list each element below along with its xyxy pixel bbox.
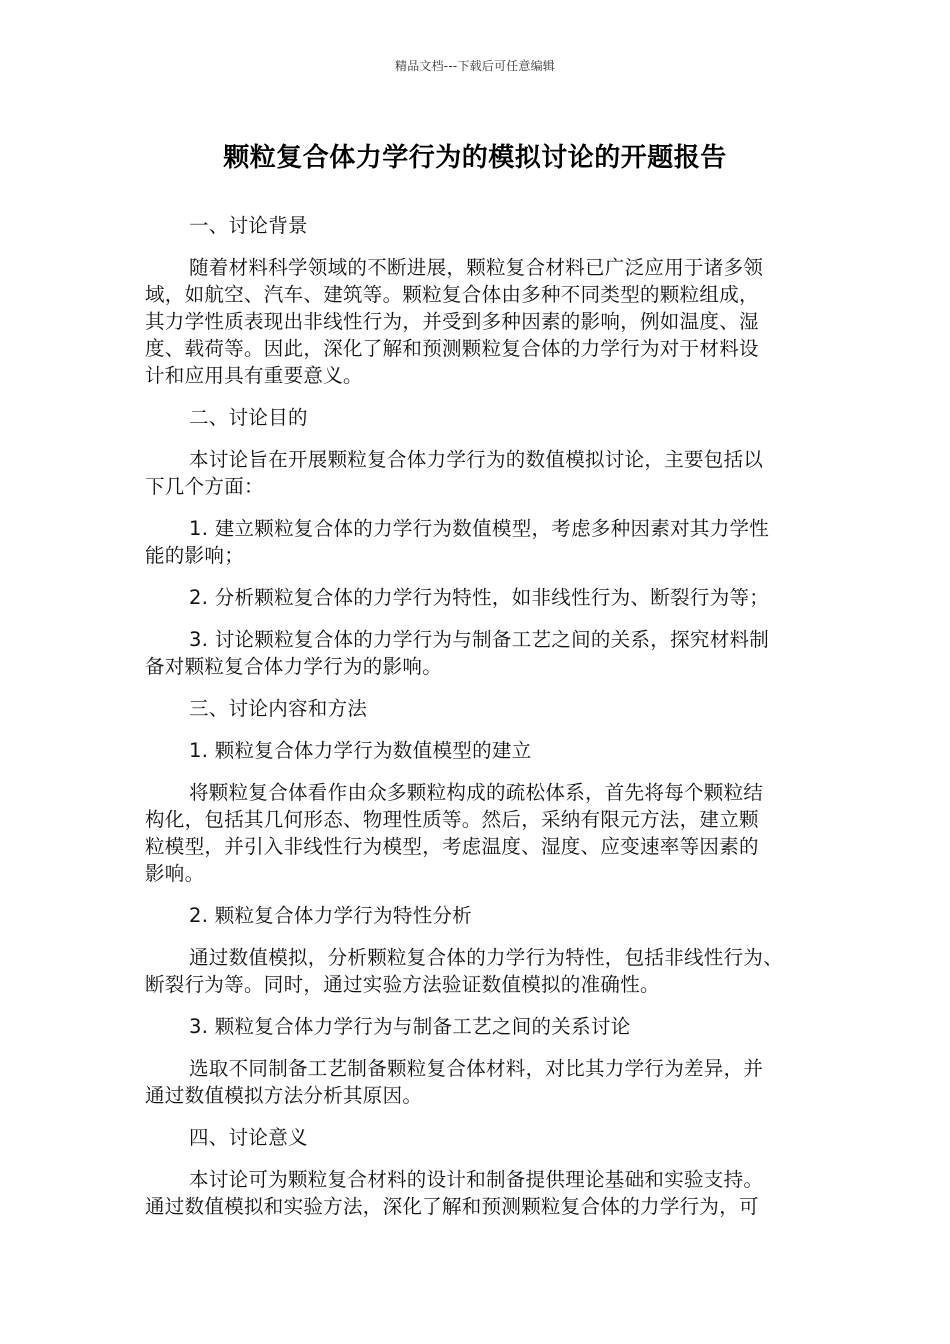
subsection-heading [145, 1013, 805, 1040]
body-paragraph [145, 446, 805, 500]
text-line: 3. 颗粒复合体力学行为与制备工艺之间的关系讨论 [189, 1015, 631, 1038]
document-title: 颗粒复合体力学行为的模拟讨论的开题报告 [223, 143, 727, 173]
text-line: 2. 颗粒复合体力学行为特性分析 [189, 904, 473, 927]
text-line: 其力学性质表现出非线性行为，并受到多种因素的影响，例如温度、湿 [145, 310, 759, 333]
body-paragraph [145, 779, 805, 887]
text-line: 通过数值模拟，分析颗粒复合体的力学行为特性，包括非线性行为、 [189, 946, 784, 969]
list-item [145, 515, 805, 569]
text-line: 二、讨论目的 [189, 406, 308, 429]
text-line: 计和应用具有重要意义。 [145, 364, 363, 387]
text-line: 将颗粒复合体看作由众多颗粒构成的疏松体系，首先将每个颗粒结 [189, 781, 764, 804]
body-paragraph [145, 254, 805, 389]
text-line: 断裂行为等。同时，通过实验方法验证数值模拟的准确性。 [145, 973, 660, 996]
section-heading [145, 1124, 805, 1151]
text-line: 本讨论旨在开展颗粒复合体力学行为的数值模拟讨论，主要包括以 [189, 448, 764, 471]
text-line: 1. 颗粒复合体力学行为数值模型的建立 [189, 739, 532, 762]
text-line: 构化，包括其几何形态、物理性质等。然后，采纳有限元方法，建立颗 [145, 808, 759, 831]
text-line: 下几个方面： [145, 475, 264, 498]
text-line: 粒模型，并引入非线性行为模型，考虑温度、湿度、应变速率等因素的 [145, 835, 759, 858]
text-line: 本讨论可为颗粒复合材料的设计和制备提供理论基础和实验支持。 [189, 1168, 764, 1191]
body-paragraph [145, 1166, 805, 1220]
body-paragraph [145, 944, 805, 998]
text-line: 域，如航空、汽车、建筑等。颗粒复合体由多种不同类型的颗粒组成， [145, 283, 759, 306]
list-item [145, 626, 805, 680]
text-line: 三、讨论内容和方法 [189, 697, 368, 720]
subsection-heading [145, 902, 805, 929]
text-line: 2. 分析颗粒复合体的力学行为特性，如非线性行为、断裂行为等； [189, 586, 770, 609]
text-line: 四、讨论意义 [189, 1126, 308, 1149]
page-header: 精品文档---下载后可任意编辑 [395, 59, 555, 73]
document-body [145, 212, 805, 1235]
text-line: 选取不同制备工艺制备颗粒复合体材料，对比其力学行为差异，并 [189, 1057, 764, 1080]
section-heading [145, 695, 805, 722]
text-line: 通过数值模拟方法分析其原因。 [145, 1084, 423, 1107]
text-line: 度、载荷等。因此，深化了解和预测颗粒复合体的力学行为对于材料设 [145, 337, 759, 360]
section-heading [145, 404, 805, 431]
text-line: 备对颗粒复合体力学行为的影响。 [145, 655, 443, 678]
text-line: 1. 建立颗粒复合体的力学行为数值模型，考虑多种因素对其力学性 [189, 517, 770, 540]
text-line: 通过数值模拟和实验方法，深化了解和预测颗粒复合体的力学行为，可 [145, 1195, 759, 1218]
text-line: 随着材料科学领域的不断进展，颗粒复合材料已广泛应用于诸多领 [189, 256, 764, 279]
subsection-heading [145, 737, 805, 764]
text-line: 一、讨论背景 [189, 214, 308, 237]
text-line: 3. 讨论颗粒复合体的力学行为与制备工艺之间的关系，探究材料制 [189, 628, 770, 651]
text-line: 能的影响； [145, 544, 245, 567]
body-paragraph [145, 1055, 805, 1109]
section-heading [145, 212, 805, 239]
text-line: 影响。 [145, 862, 205, 885]
list-item [145, 584, 805, 611]
